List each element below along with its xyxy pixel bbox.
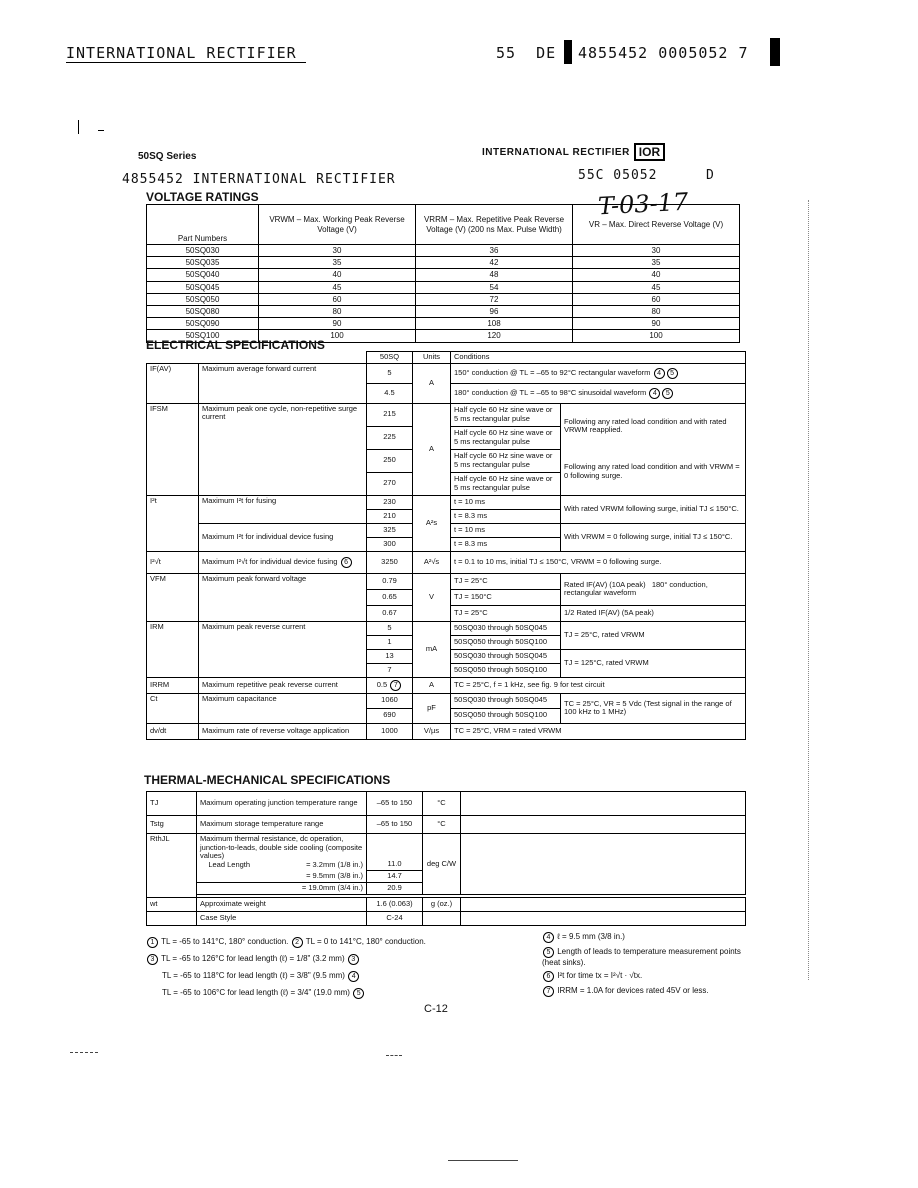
electrical-table [146,351,746,740]
i2t-desc: Maximum I²t for individual device fusing [199,523,367,551]
rthjl-l1: = 3.2mm (1/8 in.) [306,859,363,869]
dvdt-symbol: dv/dt [147,723,199,739]
handwritten-code: T-03-17 [597,187,689,221]
note-marker: 4 [543,932,554,943]
rthjl-desc: Maximum thermal resistance, dc operation, junction-to-leads, double side cooling (composite values) [200,834,363,861]
tj-symbol: TJ [147,792,197,816]
top-header-company: INTERNATIONAL RECTIFIER [66,44,297,62]
vfm-cond: TJ = 25°C [451,605,561,621]
ct-cond: 50SQ030 through 50SQ045 [451,693,561,708]
ct-value: 690 [367,708,413,723]
irm-cond: 50SQ030 through 50SQ045 [451,649,561,663]
vr-vr: 40 [573,269,740,281]
rthjl-lead-label: Lead Length [208,859,251,869]
vr-vr: 45 [573,281,740,293]
vr-vrwm: 45 [259,281,416,293]
irm-value: 1 [367,635,413,649]
footnote-4: TL = -65 to 118°C for lead length (ℓ) = 3/8" (9.5 mm) [162,971,345,980]
note-marker: 2 [292,937,303,948]
footnotes-right [542,932,752,997]
elec-header-units: Units [413,352,451,364]
scan-edge [808,200,810,980]
ifav-value: 4.5 [367,383,413,403]
vr-vrrm: 48 [416,269,573,281]
ifav-symbol: IF(AV) [147,363,199,403]
footnote-r1: ℓ = 9.5 mm (3/8 in.) [557,932,625,941]
vfm-right: 180° conduction, rectangular waveform [564,579,708,598]
scan-mark [78,120,79,134]
ifsm-value: 225 [367,426,413,449]
i2t-symbol: I²t [147,495,199,551]
tstg-value: –65 to 150 [367,816,423,834]
voltage-ratings-title: VOLTAGE RATINGS [146,190,259,204]
case-value: C-24 [367,912,423,926]
thermal-title: THERMAL-MECHANICAL SPECIFICATIONS [144,773,391,787]
table-row [147,281,740,293]
table-row [147,269,740,281]
ifav-cond: 150° conduction @ TL = –65 to 92°C rectangular waveform [454,367,651,377]
irm-value: 7 [367,663,413,677]
second-header-code: 55C 05052 [578,168,658,183]
i2t-unit: A²s [413,495,451,551]
irm-note: TJ = 125°C, rated VRWM [561,649,746,677]
logo-text: INTERNATIONAL RECTIFIER [482,146,630,158]
series-label: 50SQ Series [138,151,197,162]
dvdt-desc: Maximum rate of reverse voltage application [199,723,367,739]
vr-vrrm: 72 [416,293,573,305]
note-marker: 7 [543,986,554,997]
vr-header-vrwm: VRWM – Max. Working Peak Reverse Voltage (V) [259,205,416,245]
vr-vrwm: 35 [259,257,416,269]
ifsm-unit: A [413,403,451,495]
ifsm-note: Following any rated load condition and with rated VRWM reapplied. [561,403,746,449]
i2t-cond: t = 10 ms [451,523,561,537]
ir-logo [482,143,665,161]
vfm-cond: TJ = 25°C [451,573,561,589]
footnote-1: TL = -65 to 141°C, 180° conduction. [161,937,289,946]
footnote-r4: IRRM = 1.0A for devices rated 45V or less. [557,986,709,995]
vr-vrrm: 54 [416,281,573,293]
irm-value: 13 [367,649,413,663]
voltage-ratings-table [146,204,740,343]
vr-vrwm: 60 [259,293,416,305]
vfm-symbol: VFM [147,573,199,621]
ifsm-desc: Maximum peak one cycle, non-repetitive surge current [199,403,367,495]
note-marker: 5 [667,368,678,379]
i2t-note: With VRWM = 0 following surge, initial TJ ≤ 150°C. [561,523,746,551]
note-marker: 4 [649,388,660,399]
tj-unit: °C [423,792,461,816]
scan-mark [70,1052,98,1053]
irrm-desc: Maximum repetitive peak reverse current [199,677,367,693]
vfm-value: 0.67 [367,605,413,621]
ct-value: 1060 [367,693,413,708]
vfm-unit: V [413,573,451,621]
header-bar-left [564,40,572,64]
ifsm-cond: Half cycle 60 Hz sine wave or 5 ms rectangular pulse [451,426,561,449]
vr-header-vrrm: VRRM – Max. Repetitive Peak Reverse Voltage (V) (200 ns Max. Pulse Width) [416,205,573,245]
wt-unit: g (oz.) [423,898,461,912]
tj-desc: Maximum operating junction temperature range [197,792,367,816]
vr-vr: 90 [573,318,740,330]
rthjl-value: 20.9 [367,883,423,895]
note-marker: 1 [147,937,158,948]
footnotes-left [146,937,536,999]
ifsm-value: 250 [367,449,413,472]
footnote-r2: Length of leads to temperature measurement points (heat sinks). [542,947,741,967]
tstg-desc: Maximum storage temperature range [197,816,367,834]
vr-part: 50SQ030 [147,245,259,257]
vr-vrwm: 40 [259,269,416,281]
vr-vr: 30 [573,245,740,257]
i2rt-unit: A²√s [413,551,451,573]
ct-desc: Maximum capacitance [199,693,367,723]
irrm-value: 0.5 [376,679,388,689]
note-marker: 3 [348,954,359,965]
rthjl-value: 11.0 [367,834,423,871]
i2rt-symbol: I²√t [147,551,199,573]
irm-cond: 50SQ030 through 50SQ045 [451,621,561,635]
case-desc: Case Style [197,912,367,926]
second-header-company: 4855452 INTERNATIONAL RECTIFIER [122,172,396,187]
irm-unit: mA [413,621,451,677]
ifsm-cond: Half cycle 60 Hz sine wave or 5 ms rectangular pulse [451,403,561,426]
vr-part: 50SQ040 [147,269,259,281]
rthjl-l3: = 19.0mm (3/4 in.) [197,883,367,895]
ifav-value: 5 [367,363,413,383]
vr-vrrm: 96 [416,305,573,317]
dvdt-cond: TC = 25°C, VRM = rated VRWM [451,723,746,739]
vr-vrwm: 100 [259,330,416,342]
i2t-desc: Maximum I²t for fusing [199,495,367,523]
top-header-doc-no: 4855452 0005052 7 [578,44,749,62]
vfm-cond: 1/2 Rated IF(AV) (5A peak) [561,605,746,621]
header-underline [66,62,306,63]
ifsm-value: 215 [367,403,413,426]
elec-header-col: 50SQ [367,352,413,364]
i2t-cond: t = 10 ms [451,495,561,509]
vfm-desc: Maximum peak forward voltage [199,573,367,621]
table-row [147,318,740,330]
second-header-letter: D [706,168,714,183]
note-marker: 4 [348,971,359,982]
rthjl-l2: = 9.5mm (3/8 in.) [197,871,367,883]
footnote-5: TL = -65 to 106°C for lead length (ℓ) = 3/4" (19.0 mm) [162,988,350,997]
wt-value: 1.6 (0.063) [367,898,423,912]
thermal-table [146,791,746,926]
note-marker: 7 [390,680,401,691]
vr-part: 50SQ080 [147,305,259,317]
irm-symbol: IRM [147,621,199,677]
dvdt-value: 1000 [367,723,413,739]
scan-mark [448,1160,518,1161]
irm-cond: 50SQ050 through 50SQ100 [451,663,561,677]
footnote-3: TL = -65 to 126°C for lead length (ℓ) = 1/8" (3.2 mm) [161,954,345,963]
tstg-symbol: Tstg [147,816,197,834]
irrm-unit: A [413,677,451,693]
note-marker: 6 [543,971,554,982]
irrm-symbol: IRRM [147,677,199,693]
vr-vrwm: 30 [259,245,416,257]
electrical-title: ELECTRICAL SPECIFICATIONS [146,338,325,352]
ifsm-note: Following any rated load condition and with VRWM = 0 following surge. [561,449,746,495]
dvdt-unit: V/µs [413,723,451,739]
rthjl-value: 14.7 [367,871,423,883]
ifsm-cond: Half cycle 60 Hz sine wave or 5 ms rectangular pulse [451,472,561,495]
table-row [147,305,740,317]
i2t-cond: t = 8.3 ms [451,509,561,523]
footnote-2: TL = 0 to 141°C, 180° conduction. [305,937,426,946]
vr-header-part: Part Numbers [147,205,259,245]
irm-cond: 50SQ050 through 50SQ100 [451,635,561,649]
vr-part: 50SQ045 [147,281,259,293]
vr-vrwm: 80 [259,305,416,317]
top-header-code: 55 DE [496,44,557,62]
ifsm-cond: Half cycle 60 Hz sine wave or 5 ms rectangular pulse [451,449,561,472]
table-row [147,245,740,257]
irm-desc: Maximum peak reverse current [199,621,367,677]
rthjl-symbol: RthJL [147,834,197,898]
i2t-value: 230 [367,495,413,509]
header-bar-right [770,38,780,66]
ifav-cond: 180° conduction @ TL = –65 to 98°C sinusoidal waveform [454,387,647,397]
i2t-cond: t = 8.3 ms [451,537,561,551]
vr-header-vr: VR – Max. Direct Reverse Voltage (V) [573,205,740,245]
vr-vrrm: 42 [416,257,573,269]
elec-header-conditions: Conditions [451,352,746,364]
vr-vr: 100 [573,330,740,342]
note-marker: 5 [543,947,554,958]
note-marker: 4 [654,368,665,379]
irrm-cond: TC = 25°C, f = 1 kHz, see fig. 9 for test circuit [451,677,746,693]
tstg-unit: °C [423,816,461,834]
vfm-value: 0.79 [367,573,413,589]
vr-part: 50SQ035 [147,257,259,269]
table-row [147,257,740,269]
note-marker: 6 [341,557,352,568]
i2t-value: 325 [367,523,413,537]
note-marker: 5 [662,388,673,399]
ct-unit: pF [413,693,451,723]
i2t-value: 300 [367,537,413,551]
logo-mark: IOR [634,143,665,161]
footnote-r3: I²t for time tx = I²√t · √tx. [557,971,643,980]
irm-note: TJ = 25°C, rated VRWM [561,621,746,649]
vr-vr: 80 [573,305,740,317]
vr-vrrm: 120 [416,330,573,342]
vfm-value: 0.65 [367,589,413,605]
vfm-mid: Rated IF(AV) (10A peak) [564,579,646,589]
i2rt-cond: t = 0.1 to 10 ms, initial TJ ≤ 150°C, VRWM = 0 following surge. [451,551,746,573]
ifav-unit: A [413,363,451,403]
vr-vrrm: 36 [416,245,573,257]
i2rt-value: 3250 [367,551,413,573]
note-marker: 3 [147,954,158,965]
ct-cond: 50SQ050 through 50SQ100 [451,708,561,723]
vr-vr: 35 [573,257,740,269]
page-number: C-12 [424,1003,448,1015]
vr-part: 50SQ100 [147,330,259,342]
ct-symbol: Ct [147,693,199,723]
i2t-value: 210 [367,509,413,523]
vr-vrrm: 108 [416,318,573,330]
ifav-desc: Maximum average forward current [199,363,367,403]
table-row [147,293,740,305]
ifsm-symbol: IFSM [147,403,199,495]
wt-desc: Approximate weight [197,898,367,912]
rthjl-unit: deg C/W [423,834,461,895]
ifsm-value: 270 [367,472,413,495]
note-marker: 5 [353,988,364,999]
vfm-cond: TJ = 150°C [451,589,561,605]
vr-part: 50SQ090 [147,318,259,330]
scan-mark [98,130,104,131]
ct-note: TC = 25°C, VR = 5 Vdc (Test signal in the range of 100 kHz to 1 MHz) [561,693,746,723]
vr-vr: 60 [573,293,740,305]
wt-symbol: wt [147,898,197,912]
irm-value: 5 [367,621,413,635]
tj-value: –65 to 150 [367,792,423,816]
vr-part: 50SQ050 [147,293,259,305]
i2rt-desc: Maximum I²√t for individual device fusing [202,556,338,566]
i2t-note: With rated VRWM following surge, initial TJ ≤ 150°C. [561,495,746,523]
scan-mark [386,1055,402,1056]
vr-vrwm: 90 [259,318,416,330]
